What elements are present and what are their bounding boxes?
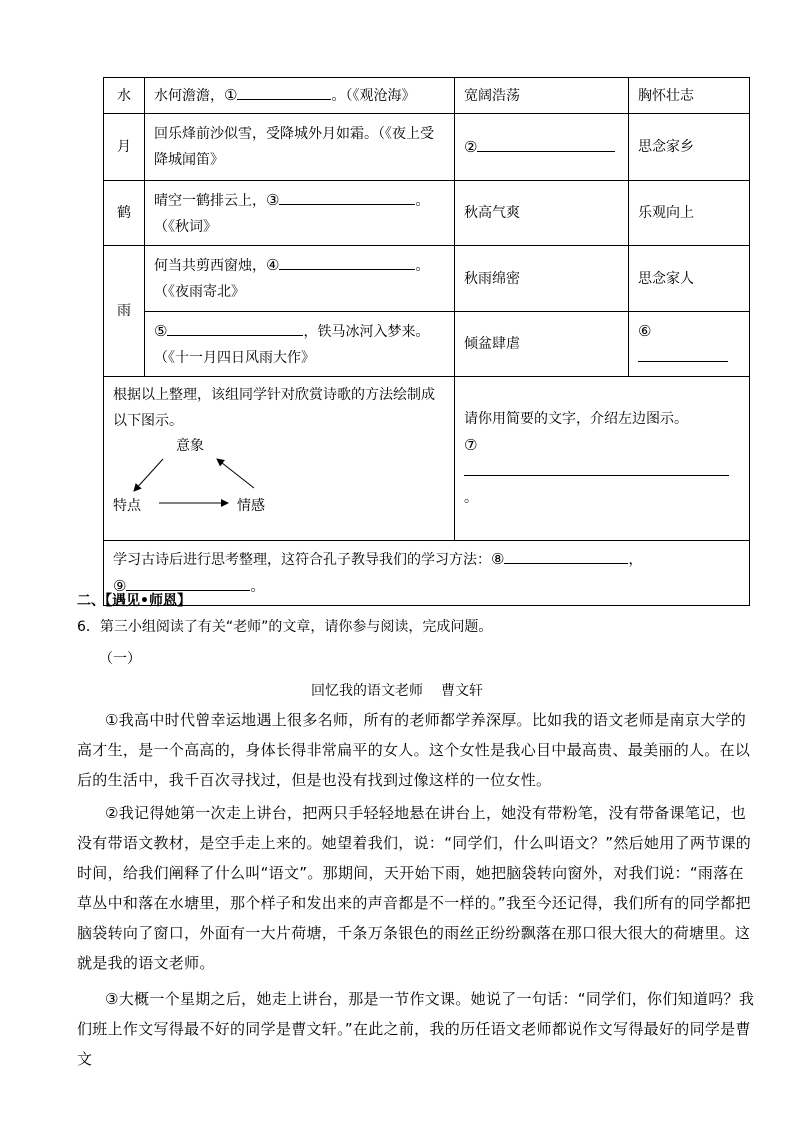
table-row (104, 541, 750, 606)
diagram-arrows (113, 436, 293, 526)
answer-blank-8[interactable] (504, 547, 628, 564)
answer-blank-1[interactable] (237, 83, 331, 100)
feature-cell: 秋高气爽 (455, 181, 629, 246)
prompt-text: 请你用简要的文字，介绍左边图示。 (464, 411, 688, 427)
feature-cell: 宽阔浩荡 (455, 78, 629, 114)
feature-cell: 倾盆肆虐 (455, 312, 629, 377)
verse-cell: 回乐烽前沙似雪，受降城外月如霜。（《夜上受降城闻笛》 (145, 114, 455, 181)
blank-number: ⑨ (113, 577, 127, 595)
feature-cell (455, 114, 629, 181)
blank-number: ② (464, 137, 478, 156)
answer-blank-2[interactable] (477, 135, 615, 152)
article-title: 回忆我的语文老师 (311, 683, 423, 699)
diagram-node-emotion: 情感 (237, 498, 265, 514)
verse-cell: 水何澹澹，① 。（《观沧海》 (145, 78, 455, 114)
blank-number: ④ (266, 256, 280, 274)
emotion-cell: 乐观向上 (629, 181, 750, 246)
blank-number: ⑤ (154, 321, 168, 340)
emotion-cell (629, 312, 750, 377)
answer-blank-4[interactable] (279, 253, 415, 270)
answer-blank-9[interactable] (126, 574, 250, 591)
summary-cell: 学习古诗后进行思考整理，这符合孔子教导我们的学习方法：⑧ ， ⑨ 。 (104, 541, 750, 606)
prompt-cell: 请你用简要的文字，介绍左边图示。 ⑦ 。 (455, 377, 750, 541)
blank-number: ③ (266, 190, 280, 209)
blank-number: ① (224, 86, 238, 104)
arrow-emotion-to-image (217, 459, 254, 488)
table-row (104, 78, 750, 114)
emotion-cell: 思念家人 (629, 246, 750, 312)
emotion-cell: 思念家乡 (629, 114, 750, 181)
answer-blank-7[interactable] (464, 459, 729, 476)
poetry-image-table (103, 77, 750, 606)
answer-blank-3[interactable] (279, 188, 415, 205)
image-cell: 鹤 (104, 181, 145, 246)
table-row (104, 114, 750, 181)
method-text: 根据以上整理，该组同学针对欣赏诗歌的方法绘制成以下图示。 (113, 387, 435, 429)
verse-cell: 何当共剪西窗烛，④ 。 （《夜雨寄北》 (145, 246, 455, 312)
arrow-image-to-feature (134, 459, 163, 491)
blank-number: ⑦ (464, 436, 478, 454)
paragraph-1: ①我高中时代曾幸运地遇上很多名师，所有的老师都学养深厚。比如我的语文老师是南京大学的高才生，是一个高高的，身体长得非常扁平的女人。这个女性是我心目中最高贵、最美丽的人。在以后的生活中，我千百次寻找过，但是也没有找到过像这样的一位女性。 (77, 711, 751, 789)
table-row (104, 377, 750, 541)
paragraph-3: ③大概一个星期之后，她走上讲台，那是一节作文课。她说了一句话：“同学们，你们知道吗？我们班上作文写得最不好的同学是曹文轩。”在此之前，我的历任语文老师都说作文写得最好的同学是曹文 (77, 990, 755, 1068)
table-row (104, 246, 750, 312)
table-row (104, 312, 750, 377)
diagram-cell (104, 377, 455, 541)
answer-blank-5[interactable] (167, 319, 303, 336)
image-cell: 水 (104, 78, 145, 114)
question-6: 6．第三小组阅读了有关“老师”的文章，请你参与阅读，完成问题。 (77, 619, 493, 635)
section-title: 二、【遇见•师恩】 (77, 593, 191, 609)
verse-cell: 晴空一鹤排云上，③ 。 （《秋词》 (145, 181, 455, 246)
feature-cell: 秋雨绵密 (455, 246, 629, 312)
blank-number: ⑧ (491, 550, 505, 568)
article-author: 曹文轩 (441, 683, 483, 699)
table-row (104, 181, 750, 246)
blank-number: ⑥ (638, 321, 652, 340)
diagram-node-feature: 特点 (113, 498, 141, 514)
diagram-node-image: 意象 (176, 438, 204, 454)
verse-cell: ⑤ ，铁马冰河入梦来。 （《十一月四日风雨大作》 (145, 312, 455, 377)
part-label: （一） (99, 651, 141, 667)
answer-blank-6[interactable] (638, 345, 728, 362)
appreciation-diagram (113, 436, 445, 536)
image-cell: 月 (104, 114, 145, 181)
image-cell: 雨 (104, 246, 145, 377)
article-title-line (0, 680, 794, 700)
paragraph-2: ②我记得她第一次走上讲台，把两只手轻轻地悬在讲台上，她没有带粉笔，没有带备课笔记，也没有带语文教材，是空手走上来的。她望着我们，说：“同学们，什么叫语文？”然后她用了两节课的时间，给我们阐释了什么叫“语文”。那期间，天开始下雨，她把脑袋转向窗外，对我们说：“雨落在草丛中和落在水塘里，那个样子和发出来的声音都是不一样的。”我至今还记得，我们所有的同学都把脑袋转向了窗口，外面有一大片荷塘，千条万条银色的雨丝正纷纷飘落在那口很大很大的荷塘里。这就是我的语文老师。 (77, 804, 752, 972)
emotion-cell: 胸怀壮志 (629, 78, 750, 114)
